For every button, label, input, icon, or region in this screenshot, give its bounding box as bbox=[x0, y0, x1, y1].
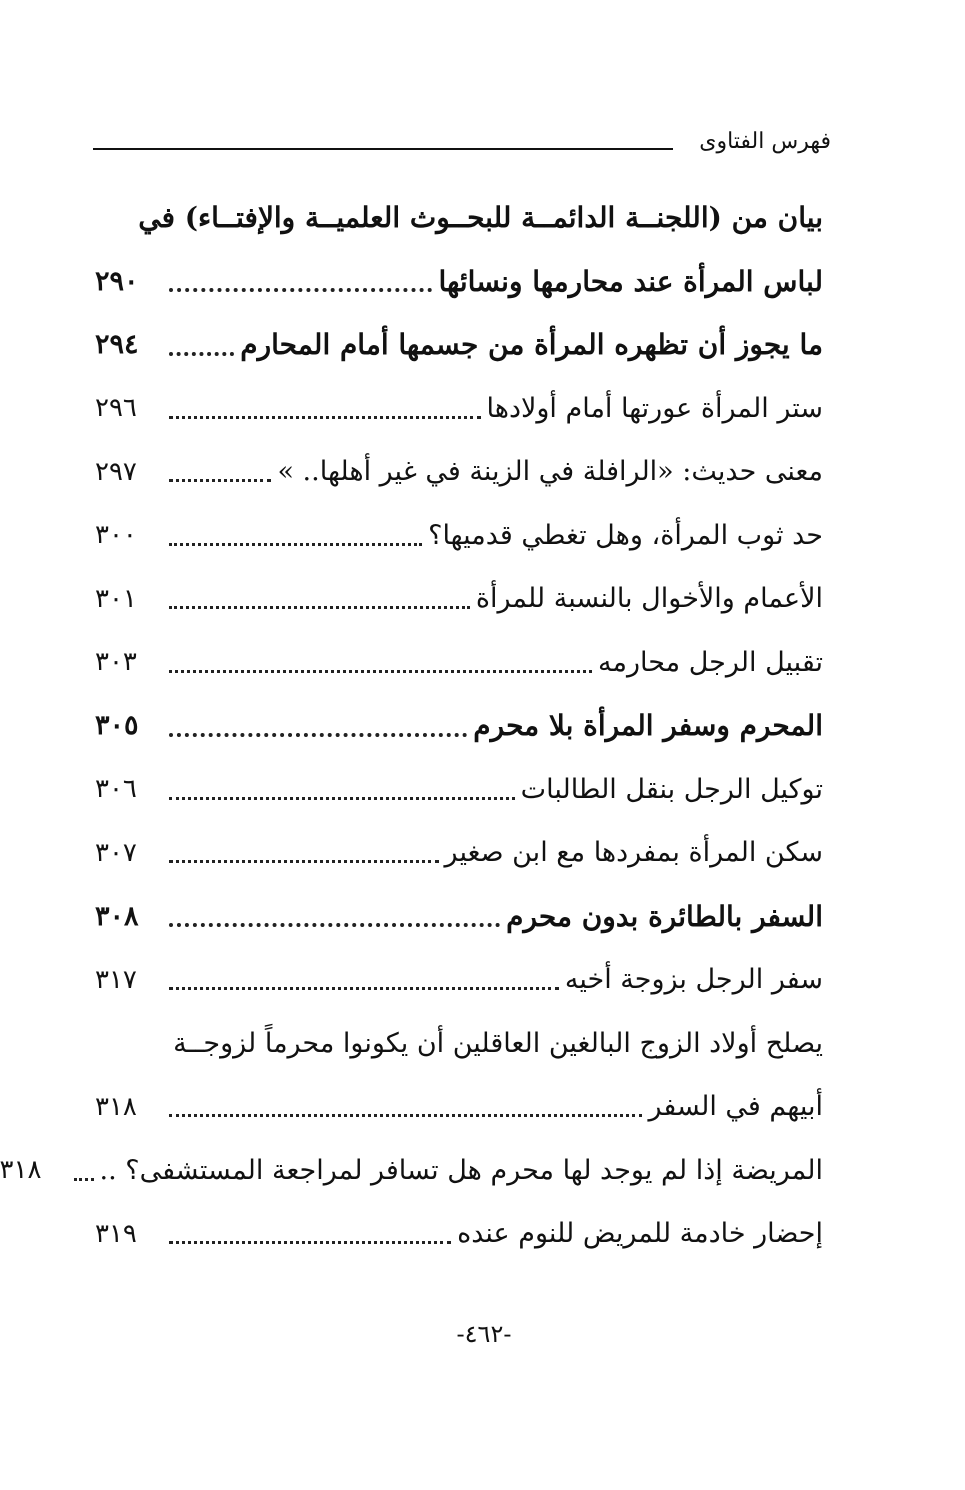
dot-leader bbox=[169, 416, 481, 419]
toc-entry-title: تقبيل الرجل محارمه bbox=[598, 646, 823, 678]
toc-entry-page: ٣٠٠ bbox=[95, 520, 137, 551]
toc-entry-title: يصلح أولاد الزوج البالغين العاقلين أن يكونوا محرماً لزوجــة bbox=[173, 1027, 823, 1059]
dot-leader bbox=[169, 923, 500, 927]
dot-leader bbox=[169, 797, 515, 800]
dot-leader bbox=[169, 670, 592, 673]
toc-entry-page: ٣٠٧ bbox=[95, 837, 137, 868]
toc-entry-title: إحضار خادمة للمريض للنوم عنده bbox=[457, 1218, 823, 1250]
toc-entry-page: ٣٠٥ bbox=[95, 710, 139, 742]
page-header bbox=[93, 126, 831, 166]
toc-entry-title: معنى حديث: «الرافلة في الزينة في غير أهلها.. » bbox=[277, 456, 823, 488]
toc-entry-title: السفر بالطائرة بدون محرم bbox=[506, 899, 823, 933]
toc-entry-title: ستر المرأة عورتها أمام أولادها bbox=[486, 392, 823, 424]
toc-entry-page: ٣١٩ bbox=[95, 1218, 137, 1249]
toc-entry bbox=[95, 758, 823, 822]
toc-entry-page: ٣١٨ bbox=[0, 1155, 42, 1186]
toc-entry bbox=[95, 377, 823, 441]
running-header-title: فهرس الفتاوى bbox=[699, 129, 831, 154]
toc-entry bbox=[95, 440, 823, 504]
dot-leader bbox=[169, 288, 432, 292]
toc-entry bbox=[95, 1012, 823, 1076]
toc-entry-page: ٣٠١ bbox=[95, 583, 137, 614]
dot-leader bbox=[169, 860, 439, 863]
dot-leader bbox=[169, 733, 467, 737]
dot-leader bbox=[74, 1178, 94, 1181]
dot-leader bbox=[169, 479, 271, 482]
dot-leader bbox=[169, 1241, 451, 1244]
toc-entry bbox=[95, 694, 823, 758]
toc-entry bbox=[95, 567, 823, 631]
toc-entry bbox=[95, 948, 823, 1012]
toc-entry-title: حد ثوب المرأة، وهل تغطي قدميها؟ bbox=[428, 519, 823, 551]
toc-entry bbox=[95, 821, 823, 885]
dot-leader bbox=[169, 543, 422, 546]
toc-entry-page: ٢٩٦ bbox=[95, 393, 137, 424]
toc-entry-page: ٢٩٤ bbox=[95, 329, 139, 361]
toc-entry bbox=[95, 504, 823, 568]
toc-entry bbox=[95, 186, 823, 250]
dot-leader bbox=[169, 987, 559, 990]
toc-entry-page: ٣١٧ bbox=[95, 964, 137, 995]
toc-entry-title: بيان من (اللجنــة الدائمــة للبحــوث العلميــة والإفتــاء) في bbox=[138, 201, 823, 235]
toc-entry-page: ٣٠٣ bbox=[95, 647, 137, 678]
toc-entry-page: ٢٩٠ bbox=[95, 265, 139, 297]
toc-entry bbox=[95, 1075, 823, 1139]
toc-entry bbox=[0, 1139, 823, 1203]
toc-entry bbox=[95, 1202, 823, 1266]
toc-entry bbox=[95, 250, 823, 314]
toc-entry-title: الأعمام والأخوال بالنسبة للمرأة bbox=[475, 583, 823, 615]
toc-entry-page: ٣٠٦ bbox=[95, 774, 137, 805]
toc-entry-page: ٢٩٧ bbox=[95, 456, 137, 487]
header-rule bbox=[93, 148, 673, 150]
toc-entry-title: ما يجوز أن تظهره المرأة من جسمها أمام المحارم bbox=[240, 328, 823, 362]
toc-entry-title: سفر الرجل بزوجة أخيه bbox=[564, 964, 823, 996]
toc-entry-title: المحرم وسفر المرأة بلا محرم bbox=[473, 709, 823, 743]
toc-entry-page: ٣٠٨ bbox=[95, 900, 139, 932]
toc-entry-title: سكن المرأة بمفردها مع ابن صغير bbox=[444, 837, 823, 869]
toc-entry-title: أبيهم في السفر bbox=[648, 1091, 823, 1123]
dot-leader bbox=[169, 352, 234, 356]
toc-entry bbox=[95, 313, 823, 377]
toc-list bbox=[0, 186, 823, 1266]
page-number: -٤٦٢- bbox=[456, 1320, 512, 1348]
toc-entry-title: لباس المرأة عند محارمها ونسائها bbox=[438, 264, 823, 298]
dot-leader bbox=[169, 1114, 642, 1117]
toc-entry-title: المريضة إذا لم يوجد لها محرم هل تسافر لمراجعة المستشفى؟ .. bbox=[99, 1154, 823, 1186]
dot-leader bbox=[169, 606, 470, 609]
toc-entry-page: ٣١٨ bbox=[95, 1091, 137, 1122]
toc-entry bbox=[95, 631, 823, 695]
toc-entry-title: توكيل الرجل بنقل الطالبات bbox=[520, 773, 823, 805]
toc-entry bbox=[95, 885, 823, 949]
